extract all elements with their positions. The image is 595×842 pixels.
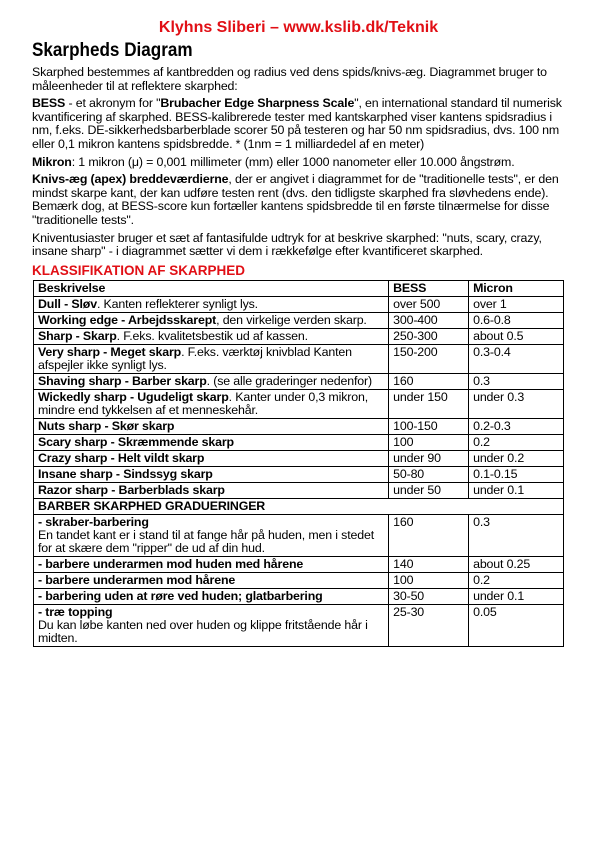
section-heading: KLASSIFIKATION AF SKARPHED: [32, 262, 246, 278]
description-term: Very sharp - Meget skarp: [38, 344, 182, 359]
description-term: - barbere underarmen mod huden med hårene: [38, 556, 304, 571]
table-row: [34, 373, 564, 389]
description-cell: [34, 482, 389, 498]
subheader-cell: BARBER SKARPHED GRADUERINGER: [34, 498, 564, 514]
micron-cell: under 0.3: [469, 389, 564, 418]
description-cell: [34, 373, 389, 389]
description-text: . (se alle graderinger nedenfor): [206, 373, 372, 388]
table-row: [34, 344, 564, 373]
bess-cell: 100-150: [389, 418, 469, 434]
micron-cell: under 0.2: [469, 450, 564, 466]
table-row: [34, 572, 564, 588]
description-term: - skraber-barbering: [38, 514, 149, 529]
description-cell: [34, 434, 389, 450]
intro-paragraph-apex: [32, 173, 565, 227]
bess-cell: 50-80: [389, 466, 469, 482]
bess-cell: 150-200: [389, 344, 469, 373]
micron-cell: about 0.25: [469, 556, 564, 572]
micron-cell: 0.05: [469, 604, 564, 646]
micron-cell: 0.3-0.4: [469, 344, 564, 373]
description-cell: [34, 466, 389, 482]
description-cell: [34, 588, 389, 604]
shaving-section: [34, 498, 564, 514]
document: [32, 18, 565, 647]
sharpness-table: [33, 280, 564, 647]
description-cell: [34, 328, 389, 344]
table-subheader-row: [34, 498, 564, 514]
intro-text: Kniventusiaster bruger et sæt af fantasifulde udtryk for at beskrive skarphed: "nuts, scary, crazy, insane sharp" - i diagrammet sætter vi dem i rækkefølge efter kvantificeret skarphed.: [32, 230, 542, 259]
description-cell: [34, 556, 389, 572]
description-cell: [34, 604, 389, 646]
table-header-row: [34, 280, 564, 296]
description-cell: [34, 450, 389, 466]
description-text: . Kanter under 0,3 mikron, mindre end tykkelsen af et menneskehår.: [38, 389, 368, 417]
description-text: Du kan løbe kanten ned over huden og klippe fritstående hår i midten.: [38, 617, 368, 645]
micron-cell: 0.3: [469, 373, 564, 389]
micron-cell: under 0.1: [469, 482, 564, 498]
bess-cell: under 150: [389, 389, 469, 418]
description-term: Crazy sharp - Helt vildt skarp: [38, 450, 205, 465]
bess-cell: 25-30: [389, 604, 469, 646]
table-row: [34, 389, 564, 418]
description-term: - barbering uden at røre ved huden; glatbarbering: [38, 588, 323, 603]
intro-text: - et akronym for ": [65, 96, 161, 111]
description-cell: [34, 514, 389, 556]
site-header: Klyhns Sliberi – www.kslib.dk/Teknik: [158, 19, 439, 36]
bess-cell: 160: [389, 373, 469, 389]
intro-paragraph-bess: [32, 97, 565, 151]
table-row: [34, 604, 564, 646]
description-cell: [34, 389, 389, 418]
term-brubacher: Brubacher Edge Sharpness Scale: [160, 96, 355, 111]
description-term: Nuts sharp - Skør skarp: [38, 418, 175, 433]
table-row: [34, 434, 564, 450]
intro-text: , der er angivet i diagrammet for de "traditionelle tests", er den mindst skarpe kant, der kan udføre testen rent (dvs. den tidligste skarphed fra sløvhedens ende). Bemærk dog, at BESS-score kun fortæller kantens spidsbredde til en første tilnærmelse for disse "traditionelle tests".: [32, 172, 559, 227]
table-row: [34, 514, 564, 556]
bess-cell: 300-400: [389, 312, 469, 328]
table-row: [34, 312, 564, 328]
micron-cell: over 1: [469, 296, 564, 312]
term-bess: BESS: [32, 96, 66, 111]
description-text: , den virkelige verden skarp.: [216, 312, 367, 327]
description-term: Wickedly sharp - Ugudeligt skarp: [38, 389, 229, 404]
header-description: Beskrivelse: [34, 280, 389, 296]
micron-cell: 0.2-0.3: [469, 418, 564, 434]
description-cell: [34, 344, 389, 373]
term-apex: Knivs-æg (apex) breddeværdierne: [32, 172, 229, 187]
description-term: Sharp - Skarp: [38, 328, 117, 343]
micron-cell: 0.2: [469, 572, 564, 588]
intro-text: ", en international standard til numerisk kvantificering af skarphed. BESS-kalibrerede tester med kantskarphed viser kantens spidsradius i nm, f.eks. DE-sikkerhedsbarberblade scorer 50 på testeren og har 50 nm spidsradius, dvs. 100 nm eller 0,1 mikron kantens spidsbredde. * (1nm = 1 milliardedel af en meter): [32, 96, 562, 151]
description-cell: [34, 572, 389, 588]
classification-rows: [34, 296, 564, 498]
table-row: [34, 482, 564, 498]
table-row: [34, 418, 564, 434]
table-row: [34, 466, 564, 482]
bess-cell: 250-300: [389, 328, 469, 344]
description-text: . F.eks. kvalitetsbestik ud af kassen.: [116, 328, 308, 343]
description-cell: [34, 312, 389, 328]
micron-cell: 0.2: [469, 434, 564, 450]
description-cell: [34, 418, 389, 434]
bess-cell: over 500: [389, 296, 469, 312]
intro-text: : 1 mikron (μ) = 0,001 millimeter (mm) eller 1000 nanometer eller 10.000 ångstrøm.: [71, 154, 515, 169]
intro-text: Skarphed bestemmes af kantbredden og radius ved dens spids/knivs-æg. Diagrammet bruger to måleenheder til at reflektere skarphed:: [32, 65, 547, 93]
intro-paragraph-enthusiasts: [32, 232, 565, 259]
description-text: . Kanten reflekterer synligt lys.: [96, 296, 258, 311]
term-mikron: Mikron: [32, 154, 72, 169]
micron-cell: under 0.1: [469, 588, 564, 604]
description-term: Insane sharp - Sindssyg skarp: [38, 466, 213, 481]
bess-cell: under 90: [389, 450, 469, 466]
intro-paragraph-1: [32, 66, 565, 93]
shaving-rows: [34, 514, 564, 646]
bess-cell: 30-50: [389, 588, 469, 604]
document-title: Skarpheds Diagram: [32, 40, 193, 61]
description-term: Shaving sharp - Barber skarp: [38, 373, 207, 388]
bess-cell: 100: [389, 572, 469, 588]
description-term: - træ topping: [38, 604, 113, 619]
table-row: [34, 588, 564, 604]
description-term: Scary sharp - Skræmmende skarp: [38, 434, 234, 449]
description-term: - barbere underarmen mod hårene: [38, 572, 236, 587]
table-row: [34, 328, 564, 344]
header-micron: Micron: [469, 280, 564, 296]
table-row: [34, 450, 564, 466]
description-term: Working edge - Arbejdsskarept: [38, 312, 217, 327]
header-bess: BESS: [389, 280, 469, 296]
description-text: . F.eks. værktøj knivblad Kanten afspejler ikke synligt lys.: [38, 344, 352, 372]
bess-cell: 160: [389, 514, 469, 556]
description-cell: [34, 296, 389, 312]
micron-cell: about 0.5: [469, 328, 564, 344]
micron-cell: 0.6-0.8: [469, 312, 564, 328]
micron-cell: 0.3: [469, 514, 564, 556]
bess-cell: under 50: [389, 482, 469, 498]
description-term: Dull - Sløv: [38, 296, 97, 311]
table-row: [34, 296, 564, 312]
description-text: En tandet kant er i stand til at fange hår på huden, men i stedet for at skære dem "ripper" de ud af din hud.: [38, 527, 375, 555]
micron-cell: 0.1-0.15: [469, 466, 564, 482]
table-row: [34, 556, 564, 572]
bess-cell: 140: [389, 556, 469, 572]
bess-cell: 100: [389, 434, 469, 450]
intro-paragraph-mikron: [32, 156, 565, 170]
description-term: Razor sharp - Barberblads skarp: [38, 482, 225, 497]
